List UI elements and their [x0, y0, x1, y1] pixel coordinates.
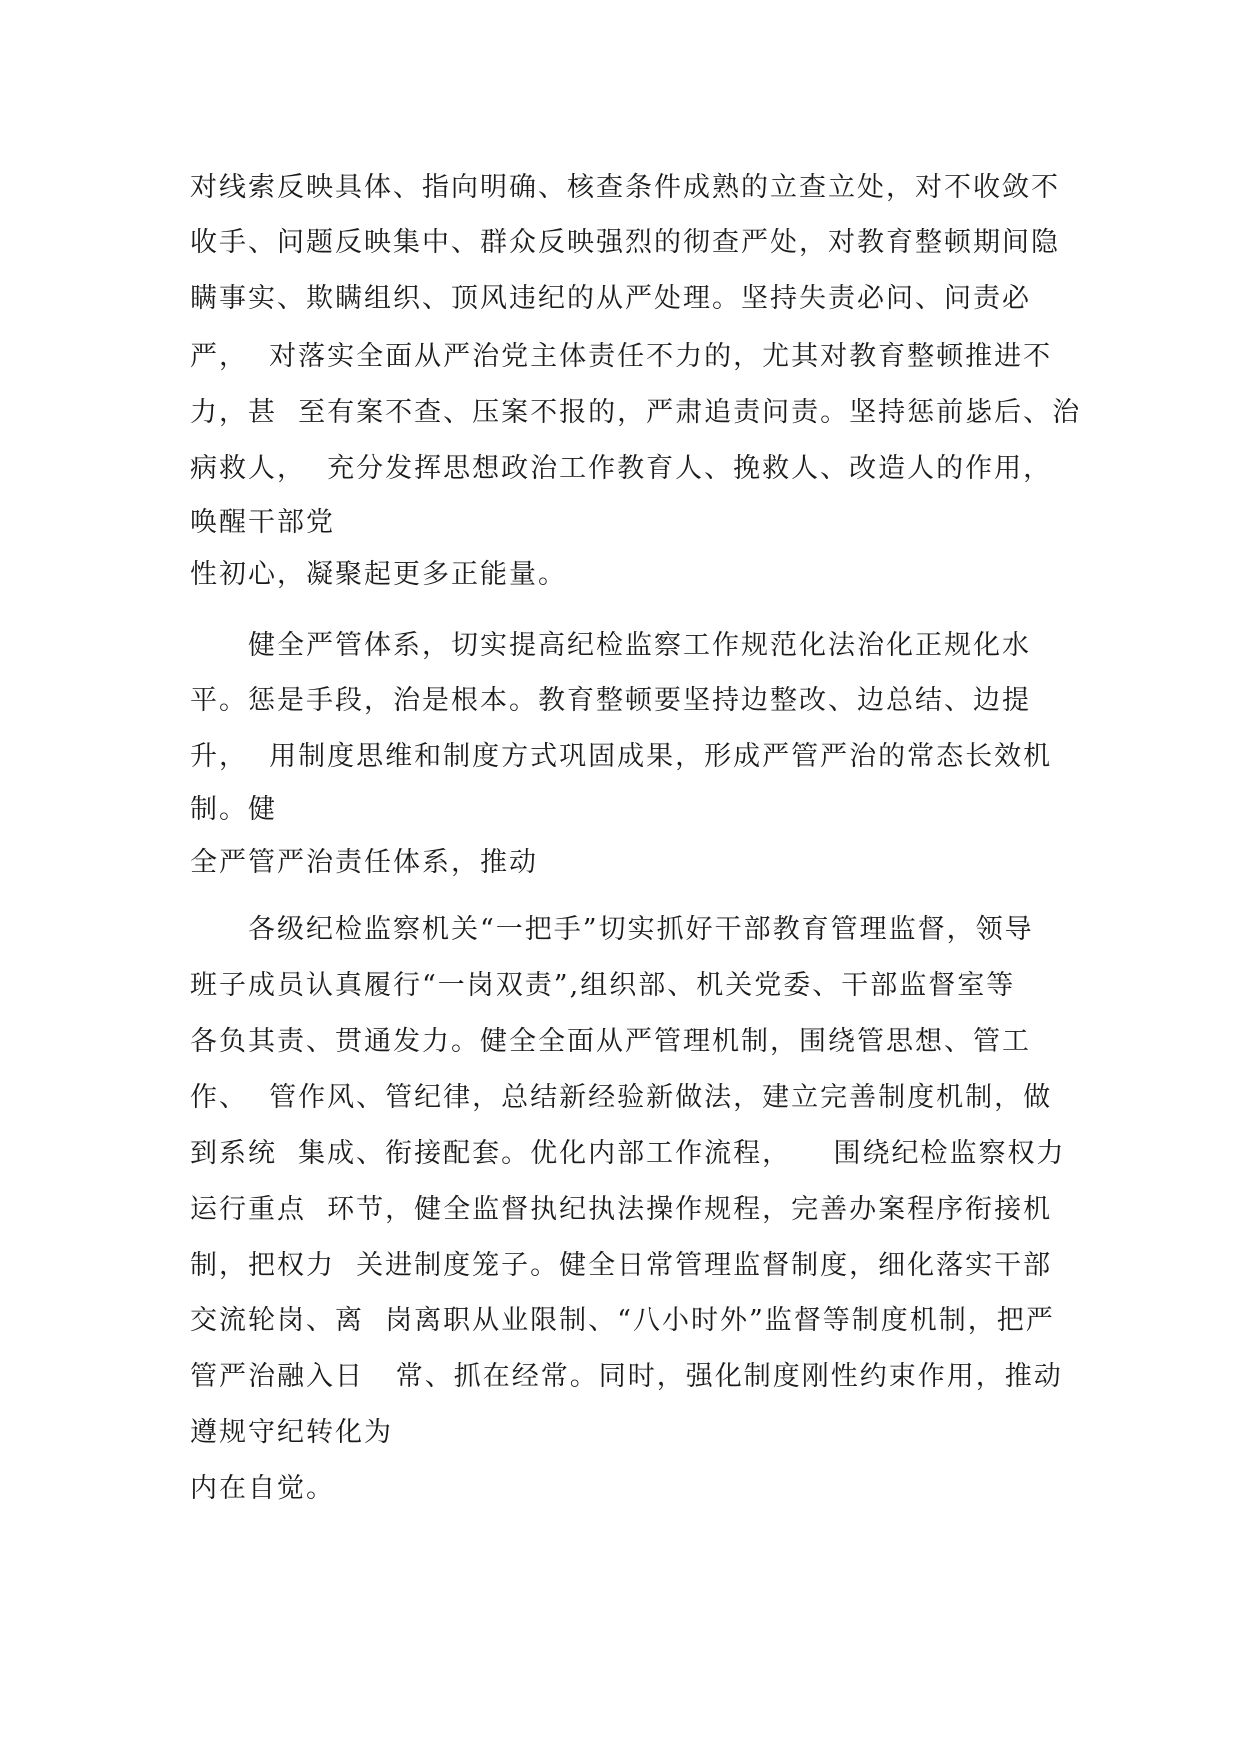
text-line: 收手、问题反映集中、群众反映强烈的彻查严处，对教育整顿期间隐: [190, 227, 1060, 258]
text-line: 到系统 集成、衔接配套。优化内部工作流程， 围绕纪检监察权力: [190, 1138, 1066, 1169]
text-line: 升， 用制度思维和制度方式巩固成果，形成严管严治的常态长效机: [190, 741, 1053, 772]
text-line: 制，把权力 关进制度笼子。健全日常管理监督制度，细化落实干部: [190, 1250, 1053, 1281]
text-line: 遵规守纪转化为: [190, 1417, 393, 1448]
text-line: 交流轮岗、离 岗离职从业限制、“八小时外”监督等制度机制，把严: [190, 1305, 1055, 1336]
text-line: 管严治融入日 常、抓在经常。同时，强化制度刚性约束作用，推动: [190, 1361, 1063, 1392]
text-line: 作、 管作风、管纪律，总结新经验新做法，建立完善制度机制，做: [190, 1082, 1053, 1113]
text-line: 各级纪检监察机关“一把手”切实抓好干部教育管理监督，领导: [248, 914, 1034, 945]
text-line: 各负其责、贯通发力。健全全面从严管理机制，围绕管思想、管工: [190, 1026, 1031, 1057]
text-line: 全严管严治责任体系，推动: [190, 847, 538, 878]
text-line: 病救人， 充分发挥思想政治工作教育人、挽救人、改造人的作用，: [190, 453, 1053, 484]
text-line: 健全严管体系，切实提高纪检监察工作规范化法治化正规化水: [248, 630, 1031, 661]
text-line: 平。惩是手段，治是根本。教育整顿要坚持边整改、边总结、边提: [190, 685, 1031, 716]
text-line: 性初心，凝聚起更多正能量。: [190, 559, 567, 590]
text-line: 严， 对落实全面从严治党主体责任不力的，尤其对教育整顿推进不: [190, 341, 1053, 372]
text-line: 瞒事实、欺瞒组织、顶风违纪的从严处理。坚持失责必问、问责必: [190, 283, 1031, 314]
text-line: 力，甚 至有案不查、压案不报的，严肃追责问责。坚持惩前毖后、治: [190, 397, 1082, 428]
text-line: 运行重点 环节，健全监督执纪执法操作规程，完善办案程序衔接机: [190, 1194, 1053, 1225]
text-line: 班子成员认真履行“一岗双责”,组织部、机关党委、干部监督室等: [190, 970, 1016, 1001]
text-line: 唤醒干部党: [190, 507, 335, 538]
text-line: 制。健: [190, 794, 277, 825]
text-line: 对线索反映具体、指向明确、核查条件成熟的立查立处，对不收敛不: [190, 172, 1060, 203]
text-line: 内在自觉。: [190, 1473, 335, 1504]
